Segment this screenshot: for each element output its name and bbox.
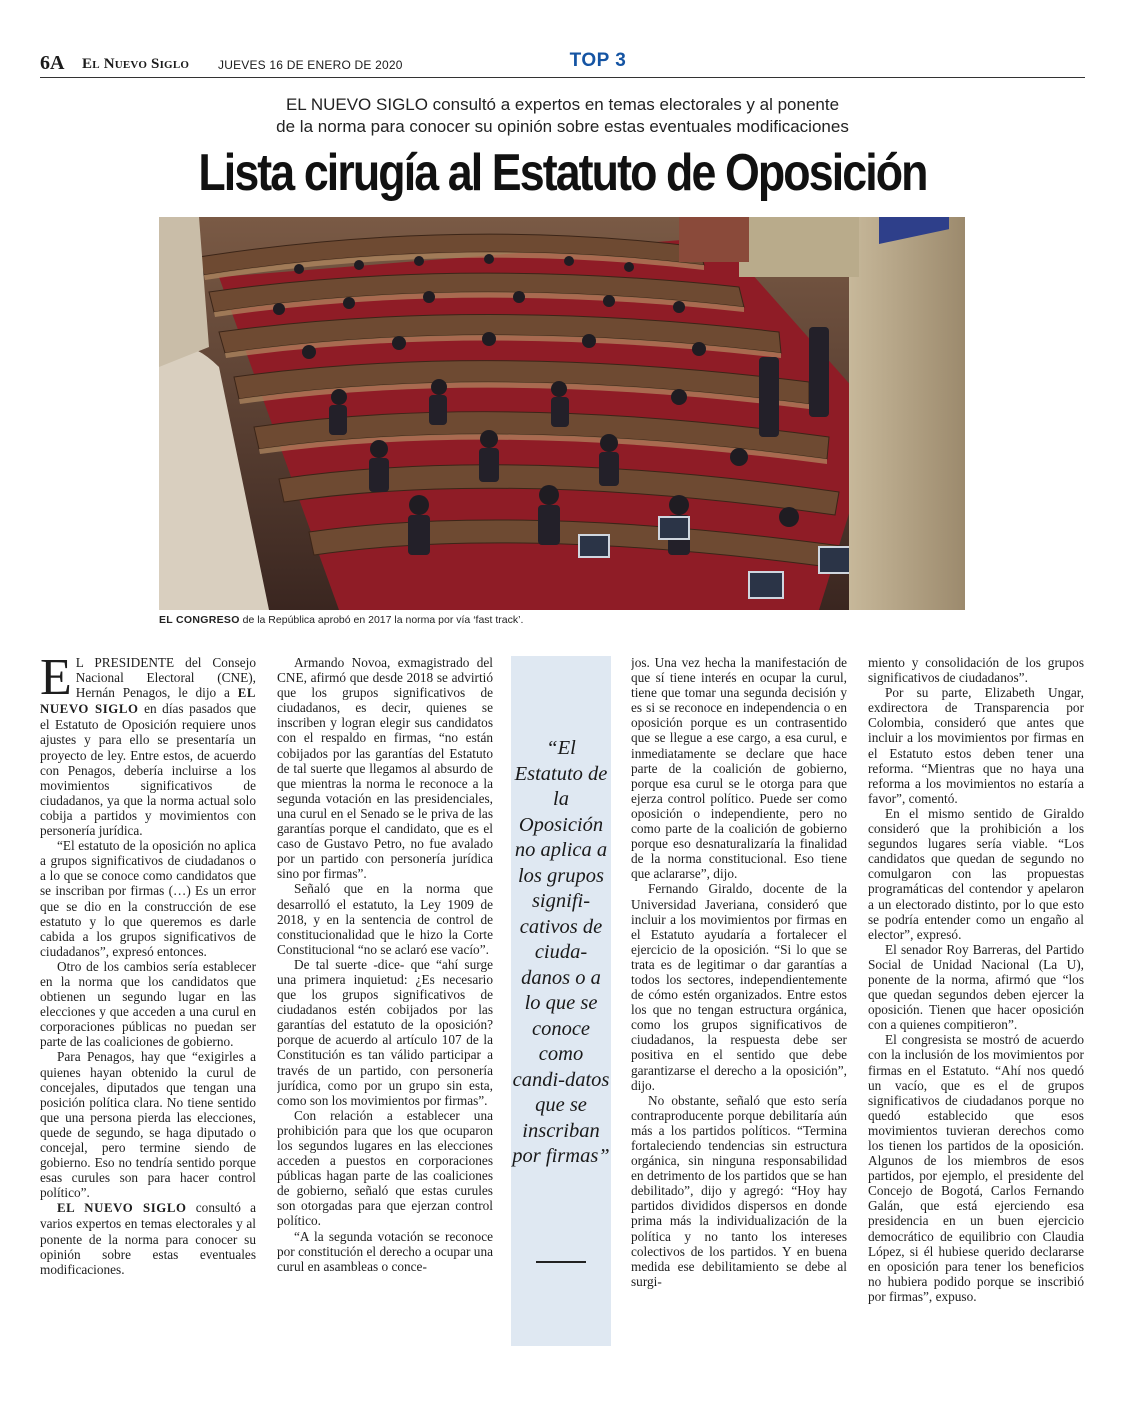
paragraph: Fernando Giraldo, docente de la Universidad Javeriana, consideró que incluir a los movimientos por firmas en el Estatuto ayudaría a fortalecer el ejercicio de la oposición. “Si lo que se trata es de legitimar o dar garantías a todos los sectores, independientemente de cómo estén organizados. Entre estos los que no tengan estructura orgánica, como los grupos significativos de ciudadanos, la respuesta debe ser positiva en el sentido que debe garantizarse el derecho a la oposición”, dijo. [631, 881, 847, 1093]
paragraph: jos. Una vez hecha la manifestación de que sí tiene interés en ocupar la curul, tiene que tomar una segunda decisión y es si se reconoce en independencia o en oposición porque es un contrasentido que se llegue a ese cargo, a esa curul, e inmediatamente se declare que hace parte de la coalición de gobierno, porque esa curul se le otorga para que ejerza control político. Puede ser como oposición o independiente, pero no como parte de la coalición de gobierno porque eso desnaturalizaría la finalidad de la norma constitucional. Eso tiene que aclararse”, dijo. [631, 655, 847, 882]
paragraph: El senador Roy Barreras, del Partido Social de Unidad Nacional (La U), ponente de la norma, afirmó que “los que quedan segundos deben ejercer la oposición. Tienen que hacer oposición con a quienes compitieron”. [868, 941, 1084, 1033]
paragraph: Por su parte, Elizabeth Ungar, exdirectora de Transparencia por Colombia, consideró que antes que incluir a los movimientos por firmas en el Estatuto estos deben tener una reforma. “Mientras que no haya una reforma a los movimientos no estaría a favor”, comentó. [868, 685, 1084, 806]
paragraph: Otro de los cambios sería establecer en la norma que los candidatos que obtienen un segundo lugar en las elecciones y que acceden a una curul en corporaciones públicas no puedan ser parte de las coaliciones de gobierno. [40, 958, 256, 1050]
paragraph: El congresista se mostró de acuerdo con la inclusión de los movimientos por firmas en el Estatuto. “Ahí nos quedó un vacío, que es el de grupos significativos de ciudadanos porque no quedó establecido que esos movimientos tuvieran derechos como los tienen los partidos de la oposición. Algunos de los miembros de esos partidos, por ejemplo, el presidente del Concejo de Bogotá, Carlos Fernando Galán, que está ejerciendo esa presidencia en un buen ejercicio democrático de equilibrio con Claudia López, si él hubiese querido declararse en oposición para tener los beneficios no hubiera podido porque se inscribió por firmas”, expuso. [868, 1032, 1084, 1304]
paragraph: Con relación a establecer una prohibición para que los que ocuparon los segundos lugares en las elecciones acceden a puestos en corporaciones públicas hagan parte de las coaliciones de gobierno, señaló que estas curules son otorgadas para que ejerzan control político. [277, 1107, 493, 1229]
pull-quote-box [511, 656, 611, 1346]
paragraph: En el mismo sentido de Giraldo consideró que la prohibición a los segundos lugares sería viable. “Los candidatos que quedan de segundo no comulgaron con las propuestas programáticas del contendor y apelaron a un electorado distinto, por lo que esto se podría entender como un engaño al elector”, expresó. [868, 805, 1084, 942]
paragraph [40, 655, 256, 838]
caption-lead: EL CONGRESO [159, 614, 240, 626]
paragraph: “A la segunda votación se reconoce por constitución el derecho a ocupar una curul en asambleas o conce- [277, 1228, 493, 1274]
masthead: El Nuevo Siglo [82, 56, 190, 72]
paragraph: Señaló que en la norma que desarrolló el estatuto, la Ley 1909 de 2018, y en la sentencia de control de constitucionalidad que le hizo la Corte Constitucional “no se aclaró ese vacío”. [277, 881, 493, 957]
paragraph: Armando Novoa, exmagistrado del CNE, afirmó que desde 2018 se advirtió que los grupos significativos de ciudadanos, es decir, quienes se inscriben y logran elegir sus candidatos con el respaldo en firmas, “no están cobijados por las garantías del Estatuto de tal suerte que llegamos al absurdo de que mientras la norma le reconoce a la segunda votación en las presidenciales, una curul en el Senado se le priva de las garantías porque el candidato, que es el caso de Gustavo Petro, no fue avalado por un partido con personería jurídica sino por firmas”. [277, 655, 493, 882]
photo-illustration [159, 217, 965, 610]
paragraph: “El estatuto de la oposición no aplica a grupos significativos de ciudadanos o a lo que se conoce como candidatos que se inscriban por firmas (…) Es un error que se dio en la construcción de ese estatuto y lo que queremos es darle cabida a los grupos significativos de ciudadanos”, expresó entonces. [40, 838, 256, 959]
text-run: consultó a varios expertos en temas electorales y al ponente de la norma para conocer su opinión sobre estas eventuales modificaciones. [40, 1200, 256, 1277]
paragraph: De tal suerte -dice- que “ahí surge una primera inquietud: ¿Es necesario que los grupos significativos de ciudadanos estén cobijados por las garantías del estatuto de la oposición? porque de acuerdo al artículo 107 de la Constitución es tan válido participar a través de un partido, con personería jurídica, como por un grupo sin esta, como son los movimientos por firmas”. [277, 956, 493, 1108]
text-run: L PRESIDENTE del Consejo Nacional Electoral (CNE), Hernán Penagos, le dijo a [75, 655, 256, 701]
paragraph: No obstante, señaló que esto sería contraproducente porque debilitaría aún más a los partidos políticos. “Termina fortaleciendo tendencias sin estructura orgánica, sin ninguna responsabilidad en detrimento de los partidos que se han debilitado”, dijo y agregó: “Hoy hay partidos divididos dispersos en donde prima más la individualización de la política y no tanto los intereses colectivos de los partidos. Y en buena medida ese debilitamiento se debe al surgi- [631, 1092, 847, 1289]
text-run: en días pasados que el Estatuto de Oposición requiere unos ajustes y para ello se presentaría un proyecto de ley. Entre estos, de acuerdo con Penagos, debería incluirse a los movimientos significativos de ciudadanos, ya que la norma actual solo cobija a partidos y movimientos con personería jurídica. [40, 701, 256, 839]
photo-caption [159, 614, 965, 626]
headline: Lista cirugía al Estatuto de Oposición [198, 144, 927, 202]
pull-quote: “El Estatuto de la Oposición no aplica a los grupos signifi-cativos de ciuda-danos o a lo que se conoce como candi-datos que se inscriban por firmas” [512, 737, 610, 1167]
page-header [40, 50, 1085, 78]
issue-date: JUEVES 16 DE ENERO DE 2020 [218, 58, 403, 72]
article-column-3 [631, 655, 847, 1355]
congress-chamber-photo [159, 217, 965, 610]
paragraph: Para Penagos, hay que “exigirles a quienes hayan obtenido la curul de concejales, diputados que tengan una posición política clara. No tiene sentido que una persona pierda las elecciones, quede de segundo, se haga diputado o concejal, pero termine siendo de gobierno. Eso no tendría sentido porque esas curules son para hacer control político”. [40, 1049, 256, 1201]
drop-cap: E [40, 655, 72, 706]
publication-name: EL NUEVO SIGLO [57, 1201, 187, 1216]
page-number: 6A [40, 52, 65, 74]
paragraph: miento y consolidación de los grupos significativos de ciudadanos”. [868, 655, 1084, 686]
quote-divider [536, 1261, 586, 1263]
publication-name: EL NUEVO SIGLO [40, 686, 256, 717]
article-column-1 [40, 655, 256, 1355]
article-column-4 [868, 655, 1084, 1355]
caption-text: de la República aprobó en 2017 la norma por vía ‘fast track’. [239, 614, 524, 626]
article-column-2 [277, 655, 493, 1355]
kicker-line-1: EL NUEVO SIGLO consultó a expertos en temas electorales y al ponente [285, 95, 840, 114]
kicker-line-2: de la norma para conocer su opinión sobre estas eventuales modificaciones [276, 117, 849, 136]
section-label: TOP 3 [569, 50, 627, 71]
paragraph [40, 1200, 256, 1276]
kicker [180, 94, 945, 138]
